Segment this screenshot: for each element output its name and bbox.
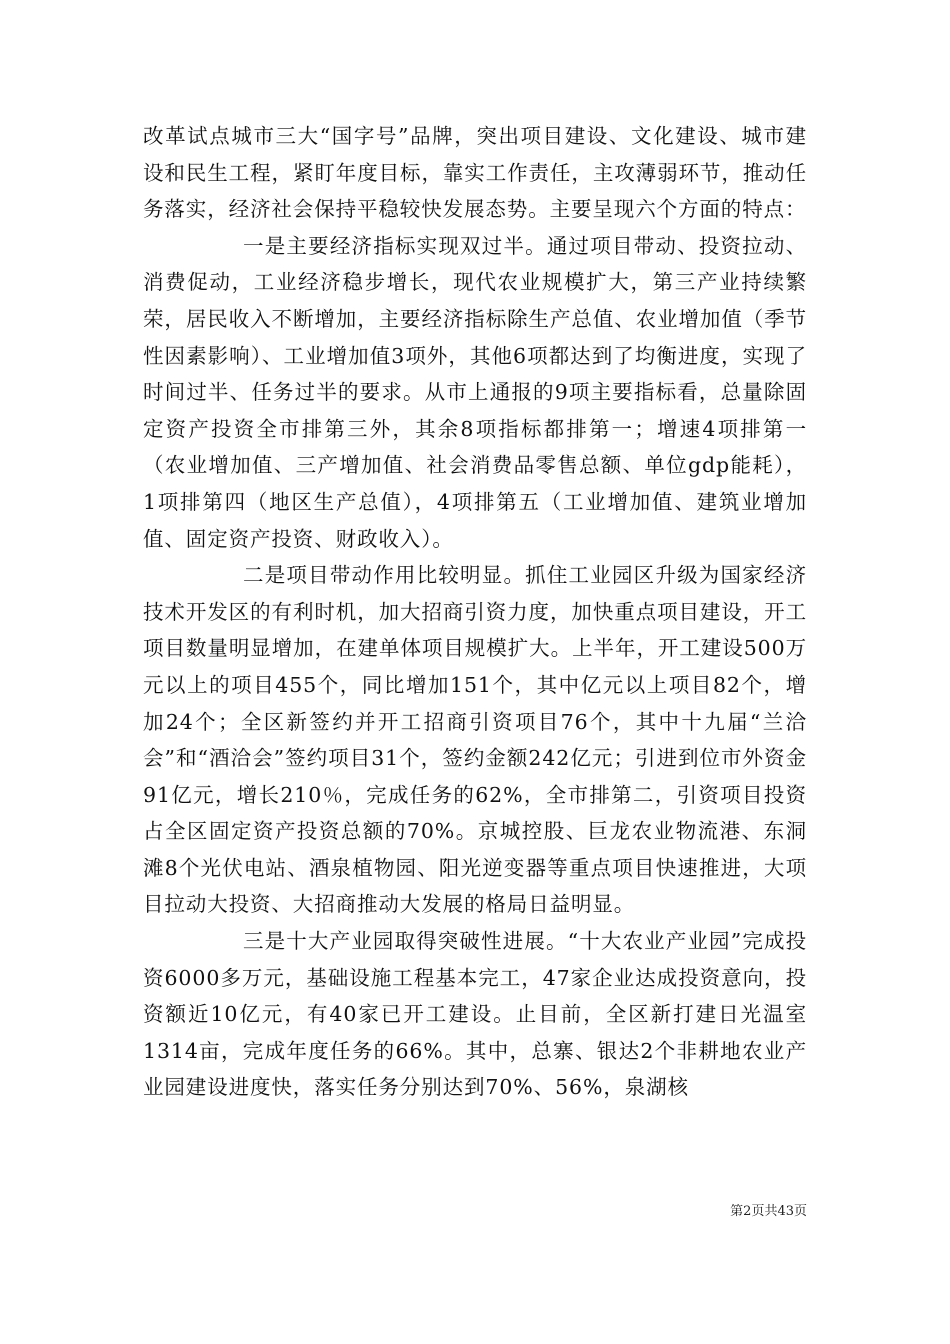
paragraph-point-one: 一是主要经济指标实现双过半。通过项目带动、投资拉动、消费促动，工业经济稳步增长，现代农业规模扩大，第三产业持续繁荣，居民收入不断增加，主要经济指标除生产总值、农业增加值（季节性因素影响）、工业增加值3项外，其他6项都达到了均衡进度，实现了时间过半、任务过半的要求。从市上通报的9项主要指标看，总量除固定资产投资全市排第三外，其余8项指标都排第一；增速4项排第一（农业增加值、三产增加值、社会消费品零售总额、单位gdp能耗），1项排第四（地区生产总值），4项排第五（工业增加值、建筑业增加值、固定资产投资、财政收入）。 (143, 233, 807, 551)
paragraph-point-two: 二是项目带动作用比较明显。抓住工业园区升级为国家经济技术开发区的有利时机，加大招商引资力度，加快重点项目建设，开工项目数量明显增加，在建单体项目规模扩大。上半年，开工建设500万元以上的项目455个，同比增加151个，其中亿元以上项目82个，增加24个；全区新签约并开工招商引资项目76个，其中十九届“兰洽会”和“酒洽会”签约项目31个，签约金额242亿元；引进到位市外资金91亿元，增长210％，完成任务的62%，全市排第二，引资项目投资占全区固定资产投资总额的70%。京城控股、巨龙农业物流港、东洞滩8个光伏电站、酒泉植物园、阳光逆变器等重点项目快速推进，大项目拉动大投资、大招商推动大发展的格局日益明显。 (143, 563, 807, 917)
page-number-footer: 第2页共43页 (730, 1204, 807, 1219)
paragraph-point-three: 三是十大产业园取得突破性进展。“十大农业产业园”完成投资6000多万元，基础设施工程基本完工，47家企业达成投资意向，投资额近10亿元，有40家已开工建设。止目前，全区新打建日光温室1314亩，完成年度任务的66%。其中，总寨、银达2个非耕地农业产业园建设进度快，落实任务分别达到70%、56%，泉湖核 (143, 929, 807, 1100)
paragraph-continuation: 改革试点城市三大“国字号”品牌，突出项目建设、文化建设、城市建设和民生工程，紧盯年度目标，靠实工作责任，主攻薄弱环节，推动任务落实，经济社会保持平稳较快发展态势。主要呈现六个方面的特点： (143, 124, 807, 222)
document-body (143, 118, 807, 1106)
